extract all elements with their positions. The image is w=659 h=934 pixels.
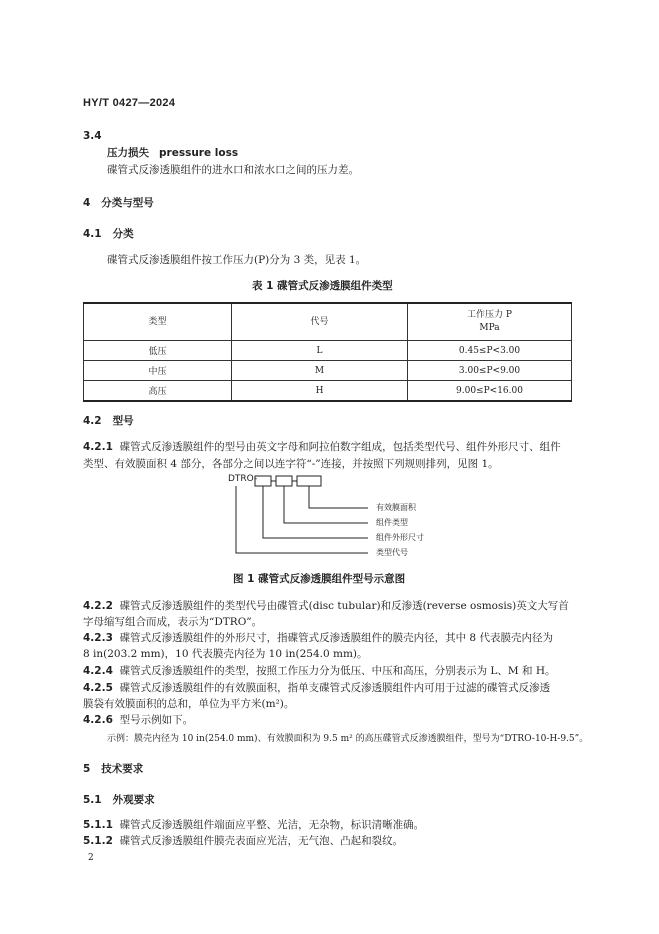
section-4-2-title: 型号 [112,415,134,427]
figure-1-caption: 图 1 碟管式反渗透膜组件型号示意图 [233,573,406,585]
clause-4-2-4-text1: 碟管式反渗透膜组件的类型，按照工作压力分为低压、中压和高压，分别表示为 L、M 和 H。 [119,665,556,677]
cell-code: L [232,341,408,361]
section-4-1-text: 碟管式反渗透膜组件按工作压力(P)分为 3 类，见表 1。 [107,254,367,266]
cell-pressure: 3.00≤P<9.00 [408,361,572,381]
section-4-heading [83,196,154,210]
section-5-heading [83,762,143,776]
clause-5-1-2 [83,834,403,848]
clause-5-1-2-number: 5.1.2 [83,835,113,847]
figure-prefix: DTRO- [228,474,258,484]
header-type: 类型 [84,303,232,341]
leader-area [309,486,368,508]
label-type-code: 类型代号 [376,548,408,557]
clause-4-2-2-line1 [83,599,569,613]
table-1-caption: 表 1 碟管式反渗透膜组件类型 [252,280,393,292]
cell-code: H [232,381,408,402]
section-4-2-number: 4.2 [83,415,102,427]
section-4-1-heading [83,227,134,241]
header-pressure-unit: MPa [479,323,500,333]
clause-4-2-4-line1 [83,664,556,678]
cell-pressure: 9.00≤P<16.00 [408,381,572,402]
box-3 [297,476,321,486]
term-entry [107,146,238,160]
section-4-1-title: 分类 [112,228,134,240]
clause-4-2-3-line2: 8 in(203.2 mm)，10 代表膜壳内径为 10 in(254.0 mm)。 [83,648,368,660]
clause-3-4-number: 3.4 [83,130,102,142]
clause-4-2-5-line2: 膜袋有效膜面积的总和，单位为平方米(m²)。 [83,698,295,710]
term-en: pressure loss [159,147,239,159]
clause-5-1-2-text: 碟管式反渗透膜组件膜壳表面应光洁，无气泡、凸起和裂纹。 [119,835,404,847]
clause-4-2-1-number: 4.2.1 [83,441,113,453]
clause-5-1-1-text: 碟管式反渗透膜组件端面应平整、光洁，无杂物，标识清晰准确。 [119,819,425,831]
figure-lines [228,474,468,564]
table-header-row [84,303,572,341]
clause-4-2-2-text1: 碟管式反渗透膜组件的类型代号由碟管式(disc tubular)和反渗透(reverse osmosis)英文大写首 [119,600,569,612]
leader-type [284,486,368,523]
section-5-1-number: 5.1 [83,794,102,806]
clause-4-2-2-line2: 字母缩写组合而成，表示为“DTRO”。 [83,616,263,628]
box-1 [255,476,271,486]
clause-4-2-1-text1: 碟管式反渗透膜组件的型号由英文字母和阿拉伯数字组成，包括类型代号、组件外形尺寸、组件 [119,441,561,453]
label-outer-size: 组件外形尺寸 [376,533,424,542]
header-pressure-label: 工作压力 P [467,310,512,320]
label-module-type: 组件类型 [376,518,408,527]
section-4-title: 分类与型号 [101,197,154,209]
leader-class [236,486,368,553]
label-effective-area: 有效膜面积 [376,503,416,512]
section-5-number: 5 [83,763,91,775]
cell-code: M [232,361,408,381]
clause-4-2-2-number: 4.2.2 [83,600,113,612]
clause-4-2-1-line1 [83,440,561,454]
clause-4-2-3-text1: 碟管式反渗透膜组件的外形尺寸，指碟管式反渗透膜组件的膜壳内径，其中 8 代表膜壳内径为 [119,632,553,644]
clause-5-1-1-number: 5.1.1 [83,819,113,831]
section-5-1-title: 外观要求 [112,794,155,806]
page-number: 2 [88,853,94,863]
clause-4-2-6-line1 [83,713,193,727]
header-pressure [408,303,572,341]
table-row [84,381,572,402]
clause-5-1-1 [83,818,424,832]
table-1 [83,302,572,402]
clause-4-2-6-text1: 型号示例如下。 [119,714,194,726]
section-4-number: 4 [83,197,91,209]
clause-4-2-5-line1 [83,681,550,695]
table-row [84,361,572,381]
cell-type: 中压 [84,361,232,381]
section-5-1-heading [83,793,155,807]
clause-4-2-5-number: 4.2.5 [83,682,113,694]
clause-4-2-5-text1: 碟管式反渗透膜组件的有效膜面积，指单支碟管式反渗透膜组件内可用于过滤的碟管式反渗透 [119,682,551,694]
cell-type: 低压 [84,341,232,361]
header-code: 代号 [232,303,408,341]
clause-4-2-1-line2: 类型、有效膜面积 4 部分，各部分之间以连字符“-”连接，并按照下列规则排列，见图 1。 [83,458,499,470]
term-zh: 压力损失 [107,147,149,159]
cell-type: 高压 [84,381,232,402]
section-4-2-heading [83,414,134,428]
standard-number: HY/T 0427—2024 [83,97,176,109]
section-5-title: 技术要求 [101,763,144,775]
box-2 [276,476,292,486]
term-definition: 碟管式反渗透膜组件的进水口和浓水口之间的压力差。 [107,164,359,176]
leader-size [263,486,368,538]
cell-pressure: 0.45≤P<3.00 [408,341,572,361]
clause-4-2-3-number: 4.2.3 [83,632,113,644]
table-row [84,341,572,361]
model-example: 示例：膜壳内径为 10 in(254.0 mm)、有效膜面积为 9.5 m² 的高压碟管式反渗透膜组件，型号为“DTRO-10-H-9.5”。 [107,734,589,744]
clause-4-2-3-line1 [83,631,553,645]
section-4-1-number: 4.1 [83,228,102,240]
clause-4-2-6-number: 4.2.6 [83,714,113,726]
clause-4-2-4-number: 4.2.4 [83,665,113,677]
